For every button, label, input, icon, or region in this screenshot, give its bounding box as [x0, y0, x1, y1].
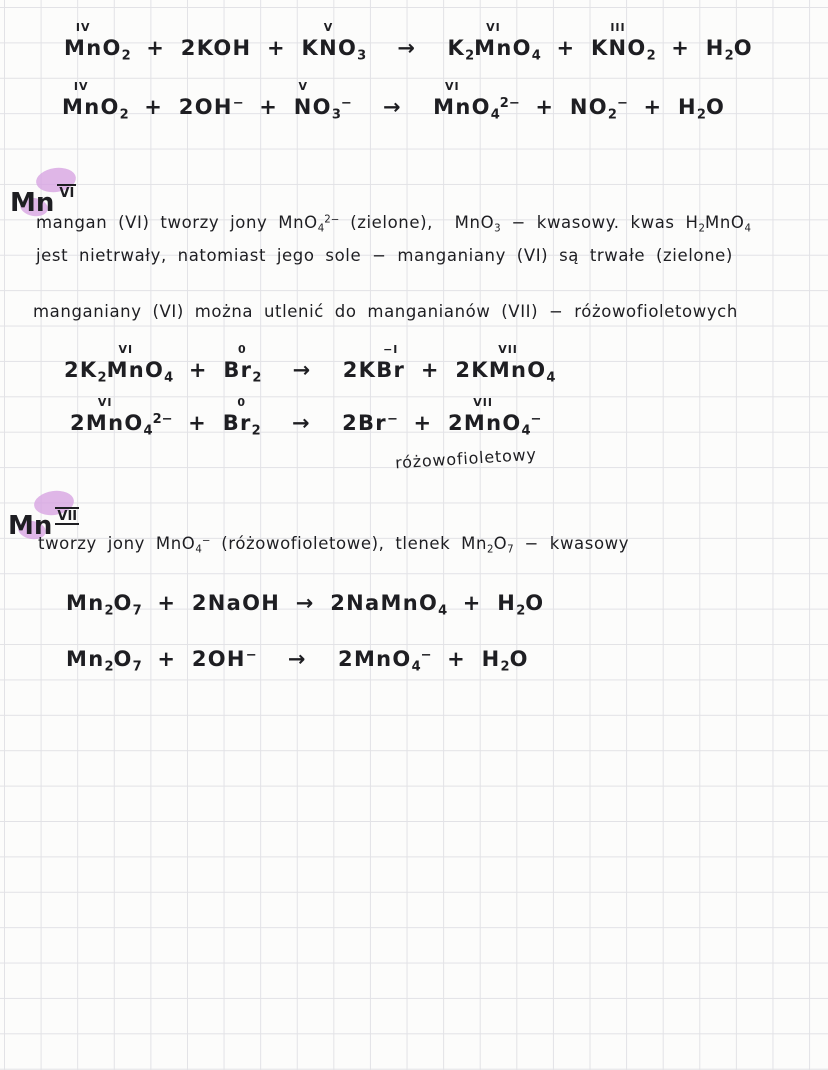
oxidation-state-label: VI [59, 186, 75, 201]
equation-k2mno4-br2: $2K_2$ VI MnO$_4$ + 0 $Br_2 \to 2K$ −I Br + 2K VII MnO$_4$ [64, 343, 556, 386]
element-symbol: Mn [8, 511, 53, 541]
note-line-mn-vi-3: manganiany (VI) można utlenić do manganianów (VII) − różowofioletowych [33, 302, 738, 321]
note-line-mn-vi-1: mangan (VI) tworzy jony MnO$_4^{2-}$ (zielone), MnO$_3$ − kwasowy. kwas $H_2MnO_4$ [36, 213, 751, 235]
note-line-mn-vi-2: jest nietrwały, natomiast jego sole − manganiany (VI) są trwałe (zielone) [36, 246, 733, 265]
equation-mno2-koh-kno3: IV MnO$_2$ + 2KOH + K V $NO_3 \to K_2$ VI MnO$_4$ + K III $NO_2 + H_2O$ [64, 21, 753, 64]
equation-mno4-2-br2-ionic: 2 VI MnO$_4^{2-}$ + 0 $Br_2 \to 2Br^- + 2$ VII MnO$_4$− [70, 396, 542, 439]
equation-mno2-oh-no3-ionic: IV MnO$_2$ + 2OH− + V $NO_3^-$ → VI $MnO_4^{2-} + NO_2^- + H_2O$ [62, 80, 726, 123]
element-symbol: Mn [10, 188, 55, 218]
section-header-mn-vi [10, 184, 76, 216]
caption-rozowofioletowy: różowofioletowy [394, 444, 538, 473]
equation-mn2o7-naoh: $Mn_2O_7$ + 2NaOH → 2NaMnO$_4$ + $H_2O$ [66, 591, 545, 619]
oxidation-state-label: VII [57, 509, 78, 524]
note-line-mn-vii-1: tworzy jony MnO$_4$− (różowofioletowe), tlenek $Mn_2O_7$ − kwasowy [38, 534, 630, 556]
equation-mn2o7-oh-ionic: $Mn_2O_7 + 2OH^- \to 2MnO_4^- + H_2O$ [66, 647, 529, 675]
